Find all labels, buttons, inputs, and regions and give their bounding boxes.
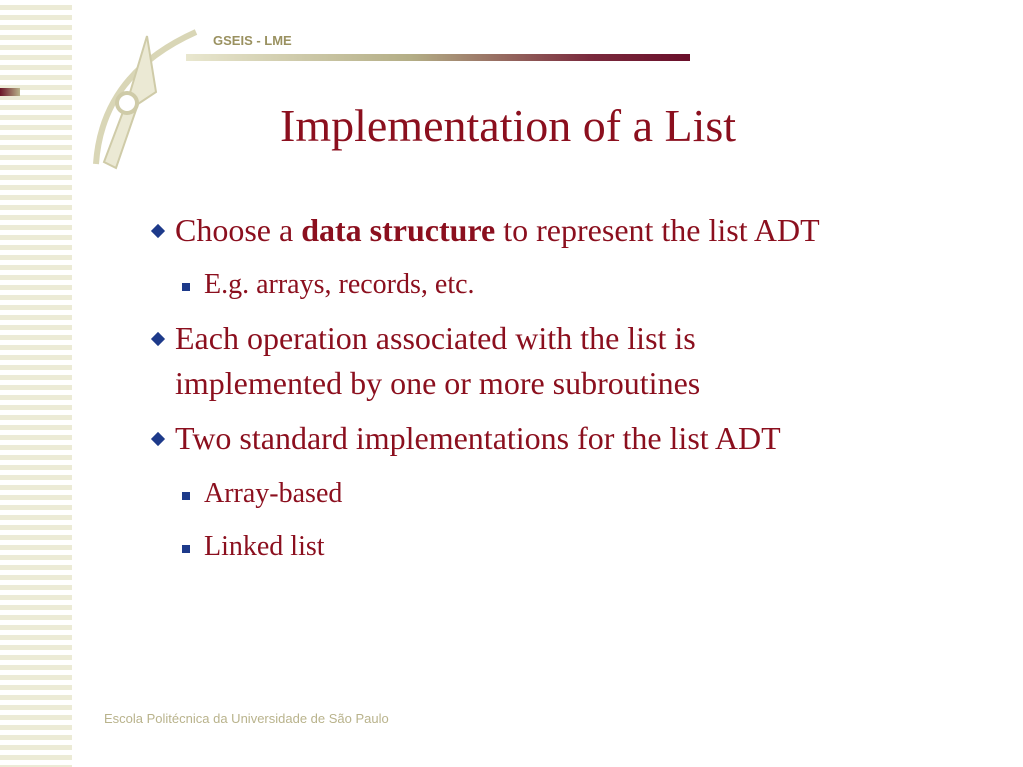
subbullet-examples: E.g. arrays, records, etc. — [204, 269, 475, 300]
footer-institution: Escola Politécnica da Universidade de São Paulo — [104, 711, 389, 726]
bullet-diamond-icon — [151, 432, 165, 446]
subbullet-array-based: Array-based — [204, 478, 343, 509]
bullet-line: implemented by one or more subroutines — [175, 365, 701, 401]
bullet-choose-data-structure — [175, 208, 995, 253]
bullet-diamond-icon — [151, 224, 165, 238]
bullet-line: Each operation associated with the list is — [175, 320, 696, 356]
compass-icon — [56, 4, 206, 180]
bullet-two-implementations: Two standard implementations for the list ADT — [175, 420, 781, 456]
bullet-text: to represent the list ADT — [495, 212, 820, 248]
bullet-square-icon — [182, 283, 190, 291]
slide-title: Implementation of a List — [280, 100, 737, 151]
left-accent-bar — [0, 88, 20, 96]
subbullet-linked-list: Linked list — [204, 531, 325, 562]
bullet-square-icon — [182, 545, 190, 553]
bullet-text: Choose a — [175, 212, 302, 248]
bullet-each-operation — [175, 316, 995, 406]
header-label: GSEIS - LME — [213, 33, 292, 48]
bullet-diamond-icon — [151, 332, 165, 346]
bullet-square-icon — [182, 492, 190, 500]
bullet-bold-text: data structure — [301, 212, 496, 248]
header-gradient-line — [186, 54, 690, 61]
